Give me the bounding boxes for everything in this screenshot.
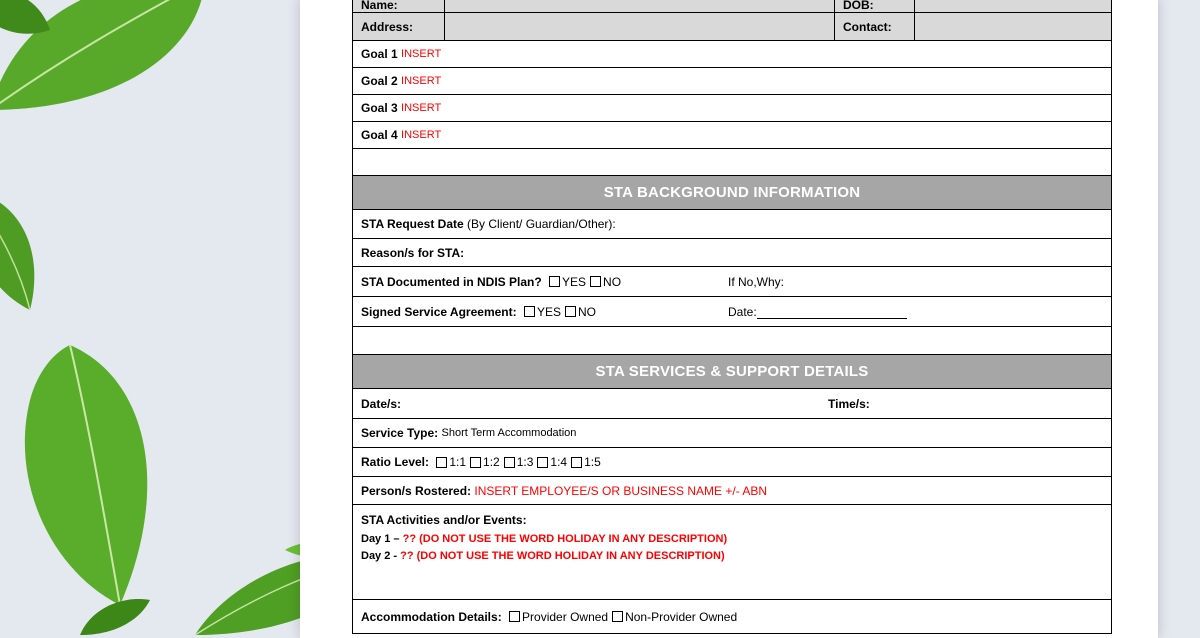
- ratio-option: 1:4: [550, 455, 568, 469]
- rostered-label: Person/s Rostered:: [361, 483, 472, 498]
- yes-label: YES: [562, 274, 587, 289]
- goal-value[interactable]: INSERT: [401, 75, 442, 87]
- activities-label: STA Activities and/or Events:: [361, 513, 527, 527]
- day-2-label: Day 2 -: [361, 550, 398, 562]
- leaf-image-top: [0, 0, 220, 120]
- ratio-checkbox[interactable]: [436, 457, 447, 468]
- ratio-checkbox[interactable]: [470, 457, 481, 468]
- day-2-value[interactable]: ?? (DO NOT USE THE WORD HOLIDAY IN ANY DESCRIPTION): [400, 550, 725, 562]
- dates-times-row: [353, 389, 1111, 419]
- goal-value[interactable]: INSERT: [401, 48, 442, 60]
- name-dob-row: [353, 0, 1111, 13]
- goal-label: Goal 4: [361, 128, 398, 142]
- reasons-row: [353, 239, 1111, 267]
- service-type-value: Short Term Accommodation: [441, 427, 577, 439]
- rostered-value[interactable]: INSERT EMPLOYEE/S OR BUSINESS NAME +/- ABN: [474, 483, 768, 498]
- no-checkbox[interactable]: [590, 276, 601, 287]
- goal-row: [353, 41, 1111, 68]
- day-2-line: [361, 550, 725, 562]
- accommodation-row: [353, 600, 1111, 634]
- request-date-row: [353, 210, 1111, 239]
- section-heading-services: STA SERVICES & SUPPORT DETAILS: [353, 355, 1111, 389]
- contact-label: Contact:: [835, 13, 915, 40]
- non-provider-owned-checkbox[interactable]: [612, 611, 623, 622]
- goal-value[interactable]: INSERT: [401, 102, 442, 114]
- leaf-image-middle: [0, 180, 70, 320]
- goal-label: Goal 3: [361, 101, 398, 115]
- day-1-value[interactable]: ?? (DO NOT USE THE WORD HOLIDAY IN ANY DESCRIPTION): [402, 533, 728, 545]
- if-no-label: If No,Why:: [728, 274, 785, 289]
- day-1-line: [361, 533, 727, 545]
- ratio-option: 1:2: [483, 455, 500, 469]
- activities-row: [353, 505, 1111, 600]
- ratio-option: 1:3: [516, 455, 534, 469]
- times-label: Time/s:: [828, 396, 870, 411]
- ratio-row: [353, 448, 1111, 477]
- goal-row: [353, 95, 1111, 122]
- goal-row: [353, 68, 1111, 95]
- no-label: NO: [577, 304, 596, 319]
- rostered-row: [353, 477, 1111, 505]
- section-heading-background: STA BACKGROUND INFORMATION: [353, 176, 1111, 210]
- provider-owned-label: Provider Owned: [522, 609, 609, 624]
- address-field[interactable]: [445, 13, 835, 40]
- yes-checkbox[interactable]: [549, 276, 560, 287]
- document-page: [300, 0, 1158, 638]
- no-checkbox[interactable]: [565, 306, 576, 317]
- ratio-checkbox[interactable]: [537, 457, 548, 468]
- request-date-note: (By Client/ Guardian/Other):: [467, 217, 616, 231]
- non-provider-owned-label: Non-Provider Owned: [625, 609, 738, 624]
- ratio-option: 1:1: [449, 455, 467, 469]
- service-type-row: [353, 419, 1111, 448]
- ndis-row: [353, 267, 1111, 297]
- date-label-text: Date:: [728, 304, 757, 319]
- sta-form: [352, 0, 1112, 634]
- request-date-label: STA Request Date: [361, 217, 464, 231]
- yes-label: YES: [536, 304, 561, 319]
- empty-row: [353, 149, 1111, 176]
- date-label: [728, 305, 907, 319]
- ndis-label: STA Documented in NDIS Plan?: [361, 274, 542, 289]
- service-type-label: Service Type:: [361, 426, 439, 440]
- name-field[interactable]: [445, 0, 835, 12]
- date-input-line[interactable]: [757, 318, 907, 319]
- dob-label: DOB:: [835, 0, 915, 12]
- empty-row: [353, 327, 1111, 355]
- goal-label: Goal 1: [361, 47, 398, 61]
- yes-checkbox[interactable]: [524, 306, 535, 317]
- accommodation-label: Accommodation Details:: [361, 609, 502, 624]
- signed-label: Signed Service Agreement:: [361, 304, 517, 319]
- address-contact-row: [353, 13, 1111, 41]
- address-label: Address:: [353, 13, 445, 40]
- name-label: Name:: [353, 0, 445, 12]
- contact-field[interactable]: [915, 13, 1111, 40]
- day-1-label: Day 1 –: [361, 533, 400, 545]
- ratio-option: 1:5: [584, 455, 601, 469]
- goal-value[interactable]: INSERT: [401, 129, 442, 141]
- dob-field[interactable]: [915, 0, 1111, 12]
- goal-row: [353, 122, 1111, 149]
- provider-owned-checkbox[interactable]: [509, 611, 520, 622]
- goal-label: Goal 2: [361, 74, 398, 88]
- dates-label: Date/s:: [361, 396, 402, 411]
- ratio-checkbox[interactable]: [571, 457, 582, 468]
- ratio-checkbox[interactable]: [504, 457, 515, 468]
- no-label: NO: [603, 274, 622, 289]
- ratio-label: Ratio Level:: [361, 455, 430, 469]
- signed-agreement-row: [353, 297, 1111, 327]
- reasons-label: Reason/s for STA:: [361, 245, 465, 260]
